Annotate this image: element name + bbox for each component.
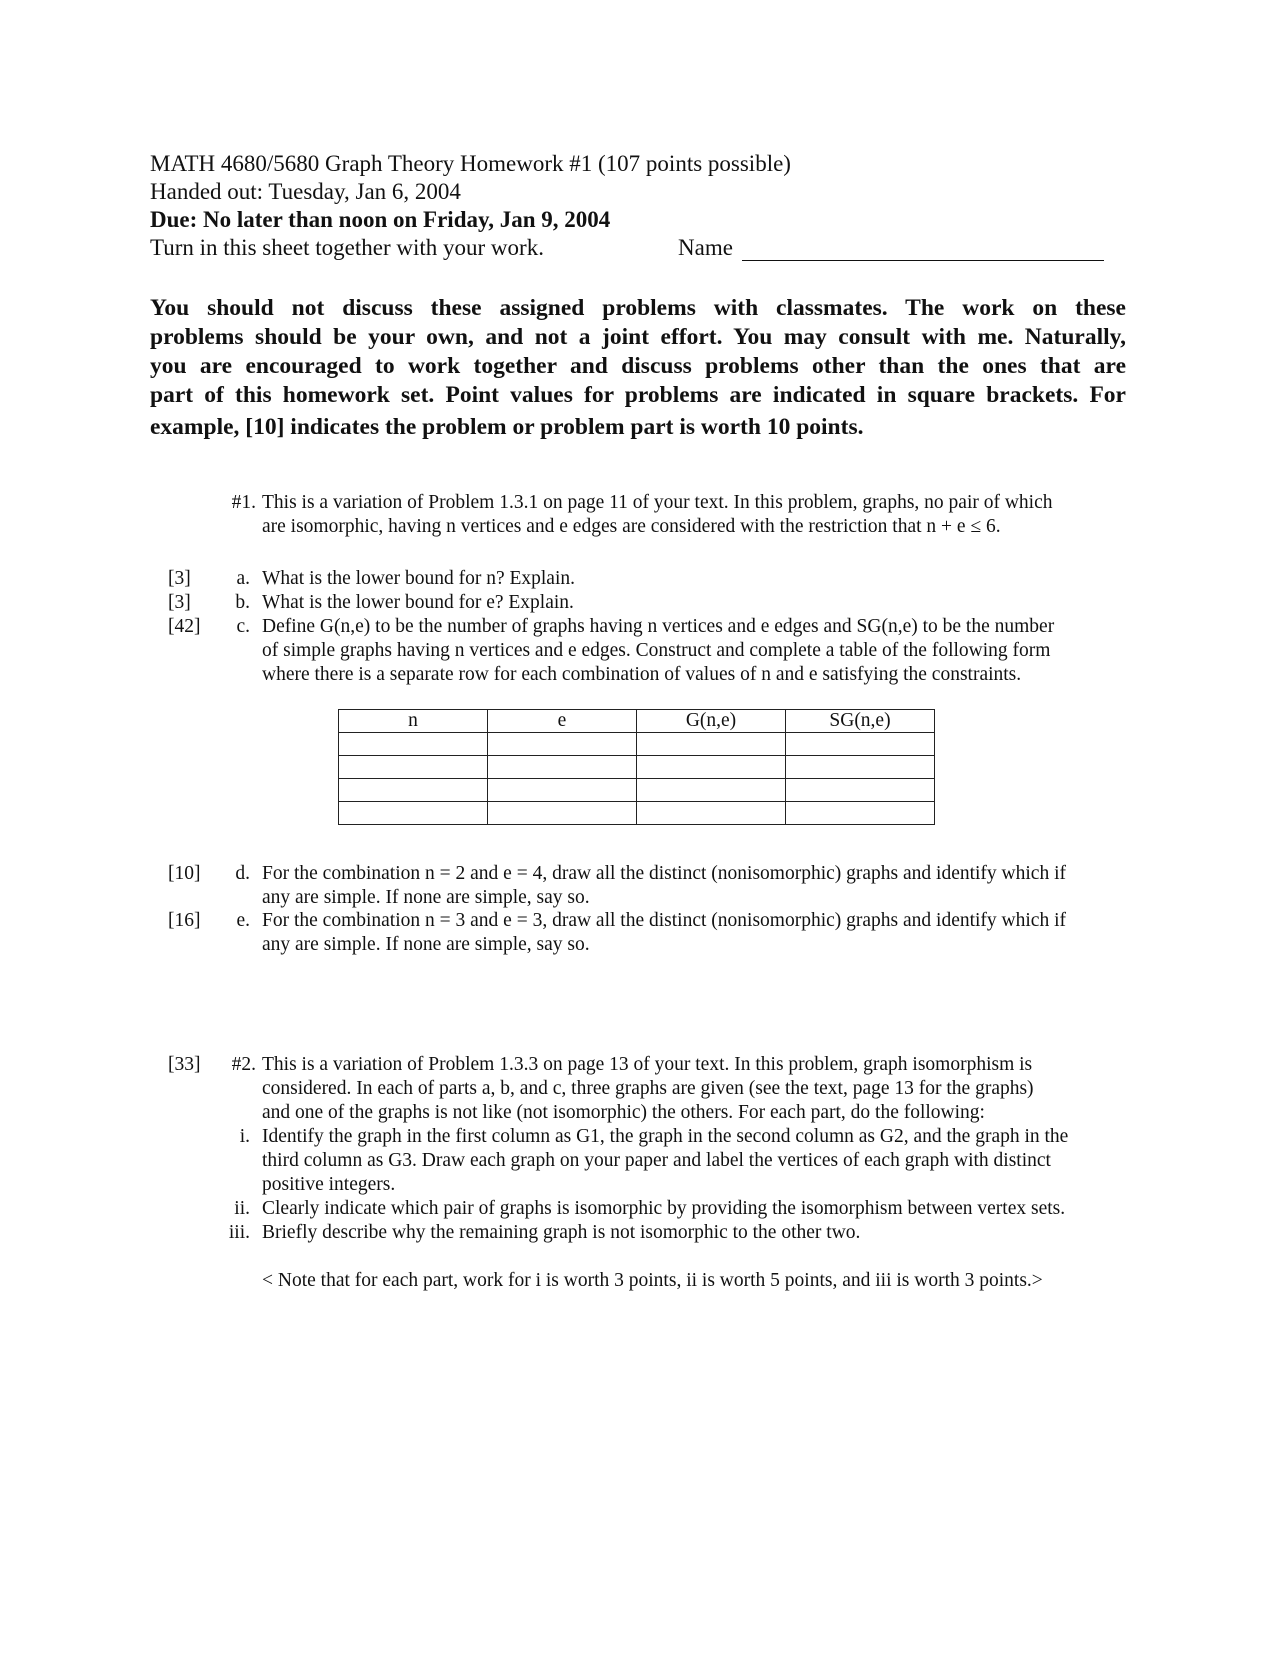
notice-paragraph [150, 294, 1126, 442]
part-e-label: e. [236, 910, 250, 931]
turn-in-instruction: Turn in this sheet together with your work. [150, 235, 544, 260]
due-date: Due: No later than noon on Friday, Jan 9, 2004 [150, 207, 611, 232]
table-header-g: G(n,e) [637, 710, 786, 733]
header-title: MATH 4680/5680 Graph Theory Homework #1 (107 points possible) [150, 151, 791, 176]
table-row [339, 802, 935, 825]
table-cell [637, 779, 786, 802]
problem1-number: #1. [231, 492, 256, 513]
part-d-points: [10] [168, 863, 201, 884]
table-cell [488, 802, 637, 825]
part-e-points: [16] [168, 910, 201, 931]
table-cell [339, 779, 488, 802]
table-cell [339, 802, 488, 825]
name-label: Name [678, 235, 733, 260]
item-iii-label: iii. [228, 1222, 250, 1243]
part-b-text: What is the lower bound for e? Explain. [262, 592, 574, 613]
table-cell [637, 802, 786, 825]
part-a-label: a. [236, 568, 250, 589]
table-header-n: n [339, 710, 488, 733]
part-e-text-line: For the combination n = 3 and e = 3, draw all the distinct (nonisomorphic) graphs and identify which if [262, 910, 1066, 931]
part-d-text-line: For the combination n = 2 and e = 4, draw all the distinct (nonisomorphic) graphs and identify which if [262, 863, 1066, 884]
part-d-label: d. [235, 863, 250, 884]
name-blank-line [742, 260, 1104, 261]
part-e-text-line: any are simple. If none are simple, say so. [262, 934, 590, 955]
part-a-points: [3] [168, 568, 191, 589]
item-i-label: i. [239, 1126, 250, 1147]
points-note: < Note that for each part, work for i is worth 3 points, ii is worth 5 points, and iii is worth 3 points.> [262, 1270, 1043, 1291]
table-cell [786, 756, 935, 779]
notice-line: part of this homework set. Point values for problems are indicated in square brackets. For [150, 382, 1126, 408]
table-cell [339, 756, 488, 779]
table-cell [488, 779, 637, 802]
table-row [339, 756, 935, 779]
table-cell [786, 802, 935, 825]
table-cell [786, 733, 935, 756]
table-row [339, 733, 935, 756]
notice-line: you are encouraged to work together and discuss problems other than the ones that are [150, 353, 1126, 379]
table-header-sg: SG(n,e) [786, 710, 935, 733]
notice-line: You should not discuss these assigned problems with classmates. The work on these [150, 295, 1126, 321]
item-i-text-line: positive integers. [262, 1174, 396, 1195]
problem2-intro-line: considered. In each of parts a, b, and c, three graphs are given (see the text, page 13 for the graphs) [262, 1078, 1034, 1099]
problem1-intro-line: are isomorphic, having n vertices and e edges are considered with the restriction that n + e ≤ 6. [262, 516, 1001, 537]
table-header-e: e [488, 710, 637, 733]
part-b-label: b. [235, 592, 250, 613]
part-c-points: [42] [168, 616, 201, 637]
problem2-number: #2. [231, 1054, 256, 1075]
part-a-text: What is the lower bound for n? Explain. [262, 568, 575, 589]
table-cell [786, 779, 935, 802]
table-header-row [339, 710, 935, 733]
item-i-text-line: third column as G3. Draw each graph on your paper and label the vertices of each graph with distinct [262, 1150, 1051, 1171]
table-cell [339, 733, 488, 756]
part-c-text-line: Define G(n,e) to be the number of graphs having n vertices and e edges and SG(n,e) to be the number [262, 616, 1055, 637]
table-cell [488, 756, 637, 779]
handed-out-date: Handed out: Tuesday, Jan 6, 2004 [150, 179, 461, 204]
problem2-intro-line: This is a variation of Problem 1.3.3 on page 13 of your text. In this problem, graph isomorphism is [262, 1054, 1033, 1075]
problem2-points: [33] [168, 1054, 201, 1075]
problem1-intro-line: This is a variation of Problem 1.3.1 on page 11 of your text. In this problem, graphs, no pair of which [262, 492, 1053, 513]
table-cell [488, 733, 637, 756]
notice-line: problems should be your own, and not a joint effort. You may consult with me. Naturally, [150, 324, 1126, 350]
part-c-text-line: of simple graphs having n vertices and e edges. Construct and complete a table of the following form [262, 640, 1051, 661]
part-c-text-line: where there is a separate row for each combination of values of n and e satisfying the constraints. [262, 664, 1022, 685]
part-b-points: [3] [168, 592, 191, 613]
part-c-label: c. [236, 616, 250, 637]
item-ii-text: Clearly indicate which pair of graphs is isomorphic by providing the isomorphism between vertex sets. [262, 1198, 1066, 1219]
item-ii-label: ii. [234, 1198, 250, 1219]
part-d-text-line: any are simple. If none are simple, say so. [262, 887, 590, 908]
table-cell [637, 733, 786, 756]
table-row [339, 779, 935, 802]
graph-count-table [338, 709, 935, 825]
table-cell [637, 756, 786, 779]
notice-line: example, [10] indicates the problem or problem part is worth 10 points. [150, 414, 864, 440]
problem2-intro-line: and one of the graphs is not like (not isomorphic) the others. For each part, do the following: [262, 1102, 985, 1123]
item-i-text-line: Identify the graph in the first column as G1, the graph in the second column as G2, and the graph in the [262, 1126, 1069, 1147]
item-iii-text: Briefly describe why the remaining graph is not isomorphic to the other two. [262, 1222, 861, 1243]
